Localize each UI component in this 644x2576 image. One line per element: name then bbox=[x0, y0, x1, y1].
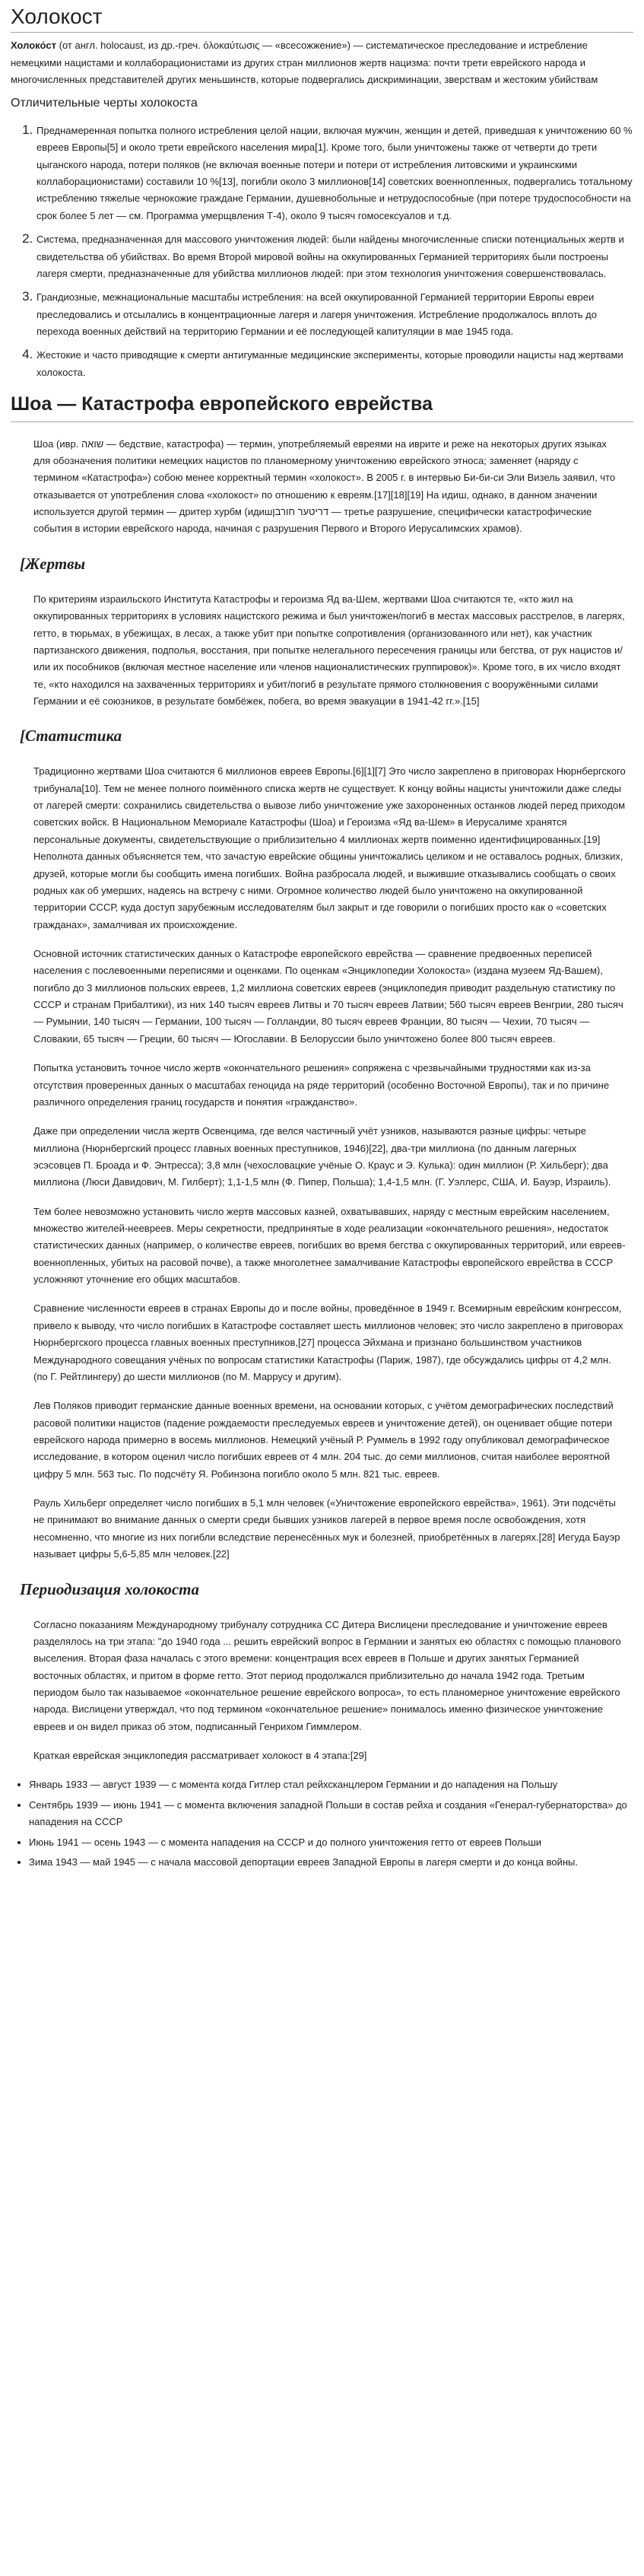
intro-text: (от англ. holocaust, из др.-греч. ὁλοκαύτωσις — «всесожжение») — систематическое преследование и истребление немецкими нацистами и коллаборационистами из других стран миллионов жертв нацизма: почти трети еврейского народа и многочисленных представителей других меньшинств, которые подвергались дискриминации, зверствам и жестоким убийствам bbox=[11, 40, 598, 86]
statistics-paragraph: Лев Поляков приводит германские данные военных времени, на основании которых, с учётом демографических последствий расовой политики нацистов (падение рождаемости преследуемых евреев и уничтожение детей), он оценивает общие потери еврейского народа примерно в восемь миллионов. Немецкий учёный Р. Руммель в 1992 году опубликовал демографическое исследование, в котором оценил число погибших евреев от 4 млн. 204 тыс. до семи миллионов, считая наиболее вероятной цифру 5 млн. 563 тыс. По подсчёту Я. Робинзона погибло около 5 млн. 821 тыс. евреев. bbox=[33, 1400, 614, 1480]
feature-item: 1. Преднамеренная попытка полного истребления целой нации, включая мужчин, женщин и детей, приведшая к уничтожению 60 % евреев Европы[5] и около трети еврейского населения мира[1]. Кроме того, были уничтожены также от четверти до трети цыганского народа, потери поляков (не включая военные потери и потери от истребления литовскими и украинскими коллаборационистами) составили 10 %[13], погибли около 3 миллионов[14] советских военнопленных, подвергались тотальному истреблению тяжелые чернокожие граждане Германии, душевнобольные и нетрудоспособные (при потере трудоспособности на срок более 5 лет — см. Программа умерщвления Т-4), около 9 тысяч гомосексуалов и т.д. bbox=[36, 119, 633, 224]
feature-item: 4. Жестокие и часто приводящие к смерти антигуманные медицинские эксперименты, которые проводили нацисты над жертвами холокоста. bbox=[36, 343, 633, 381]
feature-item: 3. Грандиозные, межнациональные масштабы истребления: на всей оккупированной Германией территории Европы евреи преследовались и отсылались в концентрационные лагеря и лагеря уничтожения. Истребление продолжалось вплоть до перехода военных действий на территорию Германии и её последующей капитуляции в мае 1945 года. bbox=[36, 285, 633, 340]
statistics-paragraph: Сравнение численности евреев в странах Европы до и после войны, проведённое в 1949 г. Всемирным еврейским конгрессом, привело к выводу, что число погибших в Катастрофе составляет шесть миллионов человек; это число закреплено в приговорах Нюрнбергского процесса главных военных преступников,[27] процесса Эйхмана и признано большинством участников Международного совещания учёных по вопросам статистики Катастрофы (Париж, 1987), где обсуждались цифры от 4,2 млн. (по Г. Рейтлингеру) до шести миллионов (по М. Маррусу и другим). bbox=[33, 1302, 623, 1382]
victims-body bbox=[33, 591, 626, 711]
statistics-paragraph: Основной источник статистических данных о Катастрофе европейского еврейства — сравнение предвоенных переписей населения с послевоенными переписями и оценками. По оценкам «Энциклопедии Холокоста» (издана музеем Яд-Вашем), погибло до 3 миллионов польских евреев, 1,2 миллиона советских евреев (энциклопедия приводит раздельную статистику по СССР и странам Прибалтики), из них 140 тысяч евреев Литвы и 70 тысяч евреев Латвии; 560 тысяч евреев Венгрии, 280 тысяч — Румынии, 140 тысяч — Германии, 100 тысяч — Голландии, 80 тысяч евреев Франции, 80 тысяч — Чехии, 70 тысяч — Словакии, 65 тысяч — Греции, 60 тысяч — Югославии. В Белоруссии было уничтожено более 800 тысяч евреев. bbox=[33, 948, 623, 1045]
shoah-body bbox=[33, 436, 626, 538]
periodization-body bbox=[33, 1617, 626, 1765]
feature-item: 2. Система, предназначенная для массового уничтожения людей: были найдены многочисленные списки потенциальных жертв и свидетельства об убийствах. Во время Второй мировой войны на оккупированных Германией территориях были построены лагеря смерти, предназначенные для убийства миллионов людей: при этом технология уничтожения совершенствовалась. bbox=[36, 227, 633, 282]
statistics-paragraph: Рауль Хильберг определяет число погибших в 5,1 млн человек («Уничтожение европейского еврейства», 1961). Эти подсчёты не принимают во внимание данных о смерти среди бывших узников лагерей в первое время после освобождения, хотя несомненно, что многие из них погибли вследствие перенесённых мук и болезней, приобретённых в лагерях.[28] Иегуда Бауэр называет цифры 5,6-5,85 млн человек.[22] bbox=[33, 1497, 620, 1560]
statistics-paragraph: Традиционно жертвами Шоа считаются 6 миллионов евреев Европы.[6][1][7] Это число закреплено в приговорах Нюрнбергского трибунала[10]. Тем не менее полного поимённого списка жертв не существует. К концу войны нацисты уничтожили даже следы от лагерей смерти: сохранились свидетельства о вывозе либо уничтожение уже захороненных останков людей перед приходом советских войск. В Национальном Мемориале Катастрофы (Шоа) и Героизма «Яд ва-Шем» в Иерусалиме хранятся персональные документы, свидетельствующие о приблизительно 4 миллионах жертв поименно идентифицированных.[19] Неполнота данных объясняется тем, что зачастую еврейские общины уничтожались целиком и не оставалось родных, близких, друзей, которые могли бы сообщить имена погибших. Война разбросала людей, и выжившие отказывались сообщать о своих родных как об умерших, надеясь на встречу с ними. Огромное количество людей было уничтожено на оккупированной территории СССР, куда доступ зарубежным исследователям был закрыт и где говорили о погибших просто как о «советских гражданах», замалчивая их происхождение. bbox=[33, 765, 626, 930]
page-title: Холокост bbox=[11, 3, 633, 33]
intro-paragraph bbox=[11, 37, 633, 88]
statistics-paragraph: Тем более невозможно установить число жертв массовых казней, охватывавших, наряду с местным еврейским населением, множество жителей-неевреев. Меры секретности, предпринятые в ходе реализации «окончательного решения», недостаток статистических данных (например, о количестве евреев, погибших во время бегства с оккупированных территорий, или евреев-военнопленных, убитых на расовой почве), а также многолетнее замалчивание Катастрофы европейского еврейства в СССР усложняют уточнение его общих масштабов. bbox=[33, 1205, 626, 1286]
periodization-paragraph: Согласно показаниям Международному трибуналу сотрудника СС Дитера Вислицени преследование и уничтожение евреев разделялось на три этапа: "до 1940 года ... решить еврейский вопрос в Германии и занятых ею областях с помощью планового выселения. Вторая фаза началась с этого времени: концентрация всех евреев в Польше и других занятых Германией восточных областях, и притом в форме гетто. Этот период продолжался приблизительно до начала 1942 года. Третьим периодом было так называемое «окончательное решение еврейского вопроса», то есть планомерное уничтожение еврейского народа. Вислицени утверждал, что под термином «окончательное решение» понималось именно физическое уничтожение евреев и он видел приказ об этом, подписанный Генрихом Гиммлером. bbox=[33, 1618, 621, 1732]
shoah-heading: Шоа — Катастрофа европейского еврейства bbox=[11, 392, 633, 422]
features-heading: Отличительные черты холокоста bbox=[11, 97, 198, 110]
intro-lead-term: Холоко́ст bbox=[11, 40, 57, 52]
shoah-paragraph: Шоа (ивр. שואה — бедствие, катастрофа) — термин, употребляемый евреями на иврите и реже на некоторых других языках для обозначения политики немецких нацистов по планомерному уничтожению еврейского этноса; заменяет (наряду с термином «Катастрофа») собою менее корректный термин «холокост». В 2005 г. в интервью Би-би-си Эли Визель заявил, что отказывается от употребления слова «холокост» по отношению к евреям.[17][18][19] На идиш, однако, в данном значении используется другой термин — дритер хурбм (идишדריטער חורבן — третье разрушение, специфически катастрофические события в истории еврейского народа, начиная с разрушения Первого и Второго Иерусалимских храмов). bbox=[33, 437, 616, 535]
periods-list bbox=[11, 1776, 633, 1871]
periodization-paragraph: Краткая еврейская энциклопедия рассматривает холокост в 4 этапа:[29] bbox=[33, 1750, 367, 1762]
statistics-body bbox=[33, 763, 626, 1563]
period-item: • Январь 1933 — август 1939 — с момента когда Гитлер стал рейхсканцлером Германии и до нападения на Польшу bbox=[29, 1776, 633, 1793]
periodization-heading: Периодизация холокоста bbox=[20, 1579, 200, 1598]
statistics-heading: [Статистика bbox=[20, 727, 122, 746]
period-item: • Июнь 1941 — осень 1943 — с момента нападения на СССР и до полного уничтожения гетто от евреев Польши bbox=[29, 1834, 633, 1851]
victims-heading: [Жертвы bbox=[20, 554, 86, 573]
period-item: • Сентябрь 1939 — июнь 1941 — с момента включения западной Польши в состав рейха и создания «Генерал-губернаторства» до нападения на СССР bbox=[29, 1797, 633, 1831]
statistics-paragraph: Даже при определении числа жертв Освенцима, где велся частичный учёт узников, называются разные цифры: четыре миллиона (Нюрнбергский процесс главных военных преступников, 1946)[22], два-три миллиона (по данным лагерных эсэсовцев П. Броада и Ф. Энтресса); 3,8 млн (чехословацкие учёные О. Краус и Э. Кулька): один миллион (Р. Хильберг); два миллиона (Люси Давидович, М. Гилберт); 1,1-1,5 млн (Ф. Пипер, Польша); 1,4-1,5 млн. (Г. Уэллерс, США, И. Бауэр, Израиль). bbox=[33, 1125, 611, 1188]
features-list bbox=[11, 119, 633, 381]
victims-paragraph: По критериям израильского Института Катастрофы и героизма Яд ва-Шем, жертвами Шоа считаются те, «кто жил на оккупированных территориях в условиях нацистского режима и был уничтожен/погиб в местах массовых расстрелов, в лагерях, гетто, в тюрьмах, в убежищах, в лесах, а также убит при попытке сопротивления (организованного или нет), как участник партизанского движения, подполья, восстания, при попытке нелегального пересечения границы или бегства, от рук нацистов и/или их пособников (включая местное население или членов националистических группировок)». Кроме того, в их число входят те, «кто находился на захваченных территориях и убит/погиб в результате прямого столкновения с вооружёнными силами Германии и её союзников, в результате бомбёжек, побега, во время эвакуации в 1941-42 гг.».[15] bbox=[33, 593, 625, 707]
statistics-paragraph: Попытка установить точное число жертв «окончательного решения» сопряжена с чрезвычайными трудностями как из-за отсутствия проверенных данных о масштабах геноцида на ряде территорий (особенно Восточной Европы), так и по причине различного определения границ государств и понятия «гражданство». bbox=[33, 1062, 610, 1108]
period-item: • Зима 1943 — май 1945 — с начала массовой депортации евреев Западной Европы в лагеря смерти и до конца войны. bbox=[29, 1854, 633, 1871]
